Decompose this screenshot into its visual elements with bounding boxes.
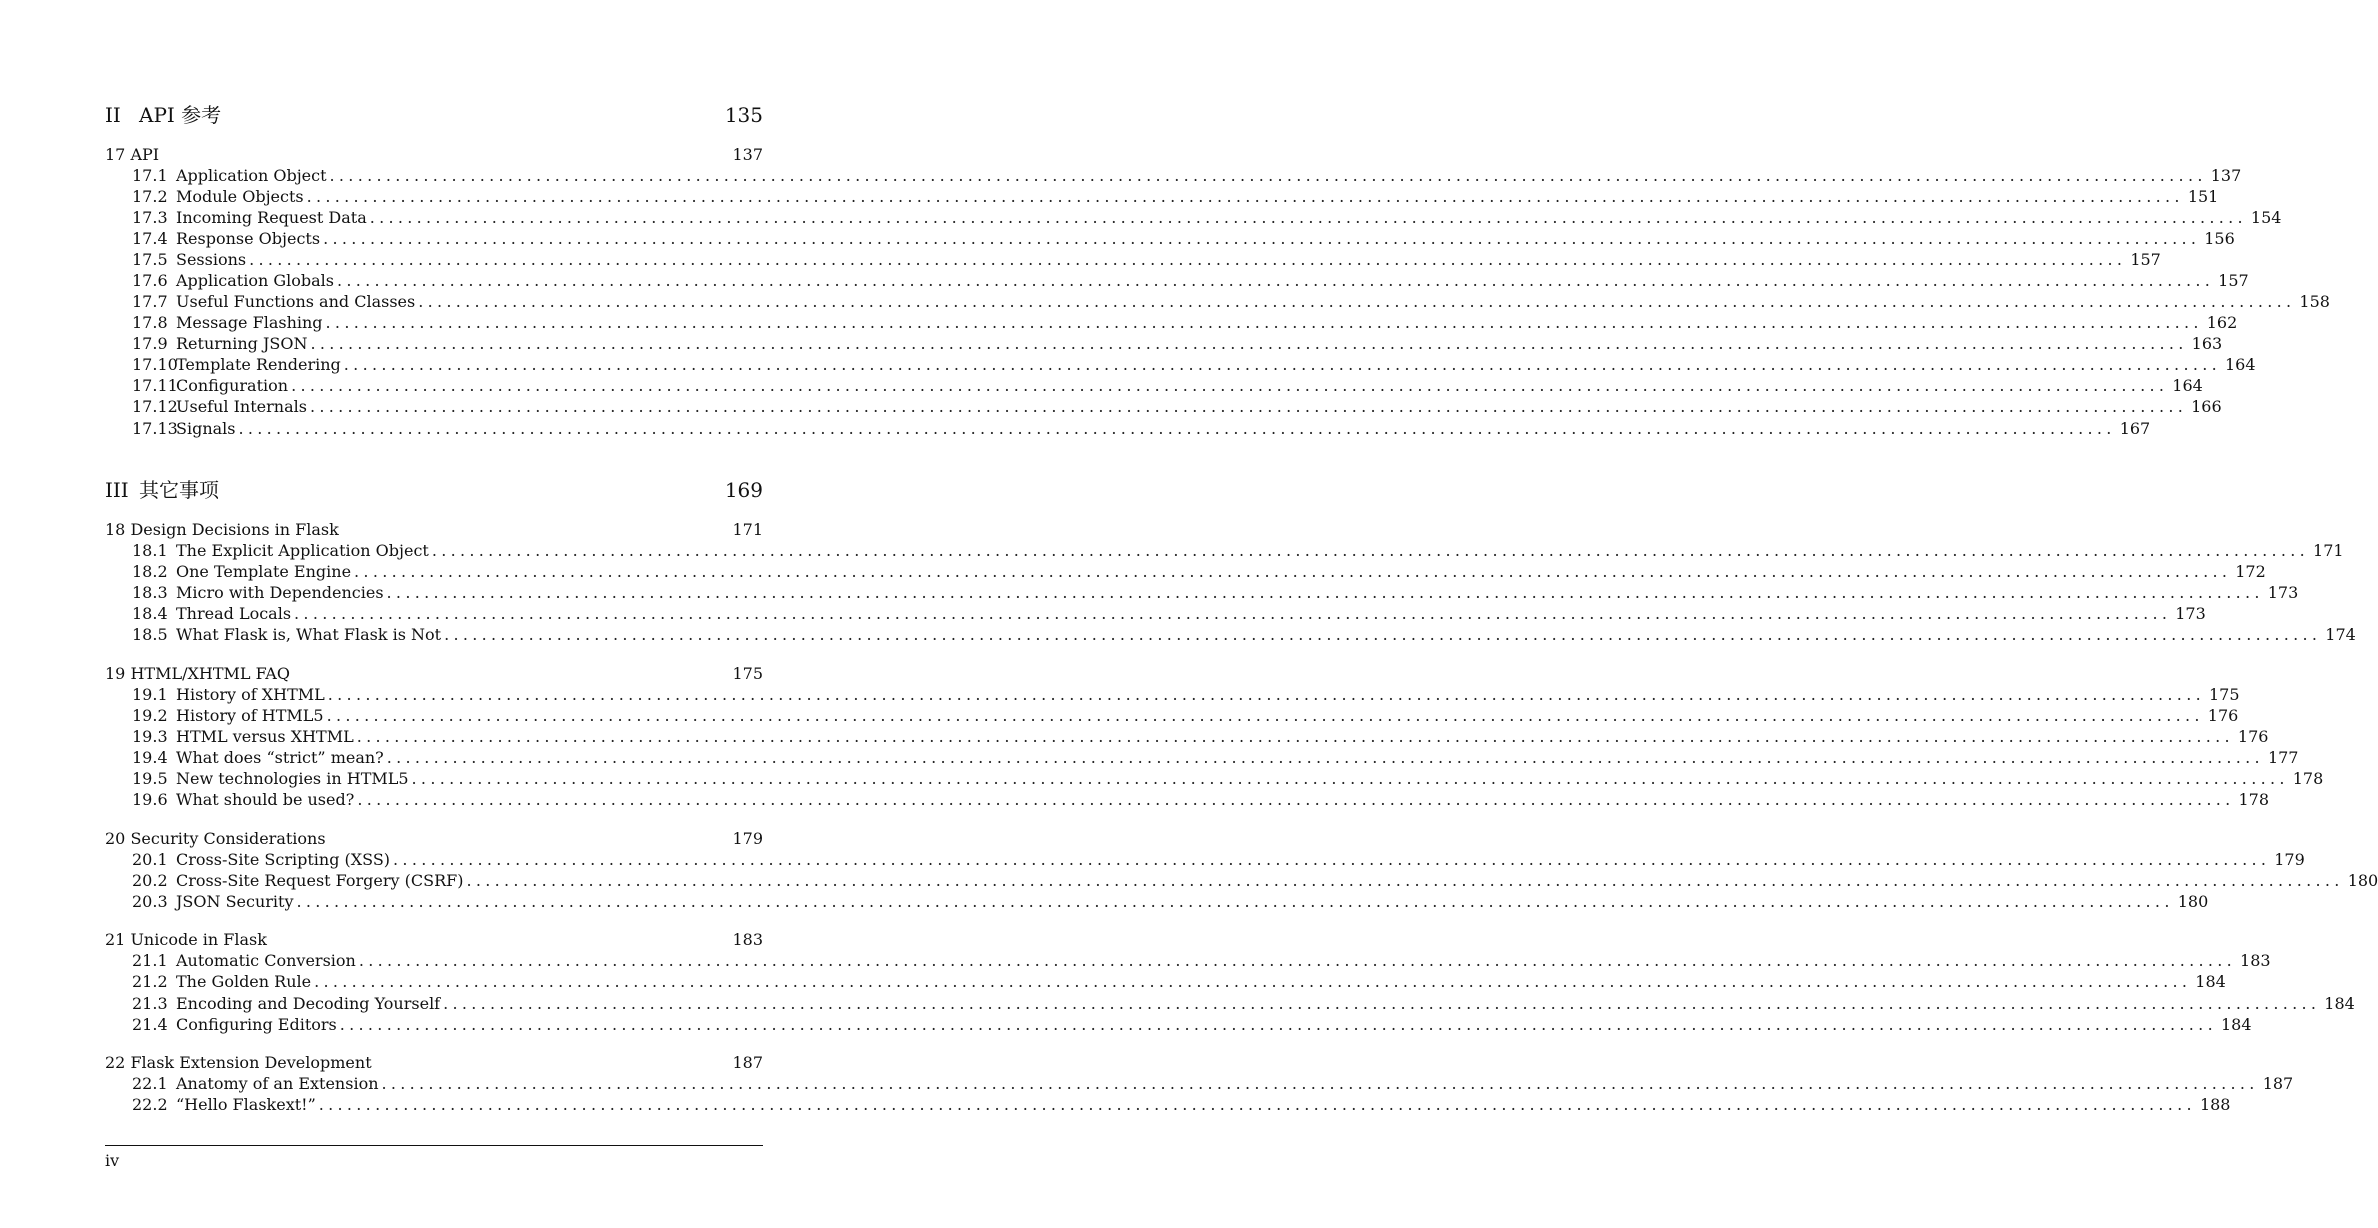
leader-dots: ........................................................................................................................................................................................................ bbox=[343, 355, 2221, 374]
chapter-title: 18 Design Decisions in Flask bbox=[105, 520, 339, 539]
section-page: 167 bbox=[2119, 419, 2151, 438]
section-number: 20.3 bbox=[132, 892, 168, 911]
section-page: 180 bbox=[2177, 892, 2209, 911]
section-number: 17.11 bbox=[132, 376, 178, 395]
toc-entry[interactable] bbox=[132, 1094, 2231, 1115]
leader-dots: ........................................................................................................................................................................................................ bbox=[358, 951, 2237, 970]
section-page: 173 bbox=[2267, 583, 2299, 602]
section-number: 17.8 bbox=[132, 313, 168, 332]
leader-dots: ........................................................................................................................................................................................................ bbox=[323, 229, 2201, 248]
section-page: 176 bbox=[2237, 727, 2269, 746]
section-number: 19.2 bbox=[132, 706, 168, 725]
part-number: II bbox=[105, 103, 121, 127]
section-page: 173 bbox=[2175, 604, 2206, 623]
section-title: Cross-Site Scripting (XSS) bbox=[176, 850, 391, 869]
part-title: 其它事项 bbox=[139, 478, 219, 502]
leader-dots: ........................................................................................................................................................................................................ bbox=[291, 376, 2169, 395]
toc-entry[interactable] bbox=[132, 603, 2206, 624]
leader-dots: ........................................................................................................................................................................................................ bbox=[306, 187, 2184, 206]
leader-dots: ........................................................................................................................................................................................................ bbox=[310, 334, 2188, 353]
section-page: 171 bbox=[2313, 541, 2344, 560]
toc-entry[interactable] bbox=[132, 270, 2249, 291]
section-page: 158 bbox=[2299, 292, 2330, 311]
section-title: HTML versus XHTML bbox=[176, 727, 354, 746]
section-title: New technologies in HTML5 bbox=[176, 769, 409, 788]
section-page: 157 bbox=[2218, 271, 2249, 290]
toc-entry[interactable] bbox=[132, 582, 2299, 603]
chapter-title: 22 Flask Extension Development bbox=[105, 1053, 372, 1072]
section-title: JSON Security bbox=[176, 892, 294, 911]
toc-entry[interactable] bbox=[132, 396, 2222, 417]
leader-dots: ........................................................................................................................................................................................................ bbox=[381, 1074, 2259, 1093]
section-title: One Template Engine bbox=[176, 562, 352, 581]
toc-entry[interactable] bbox=[132, 165, 2242, 186]
toc-entry[interactable] bbox=[132, 768, 2324, 789]
toc-entry[interactable] bbox=[132, 186, 2219, 207]
section-title: Application Globals bbox=[176, 271, 334, 290]
leader-dots: ........................................................................................................................................................................................................ bbox=[369, 208, 2247, 227]
section-title: What Flask is, What Flask is Not bbox=[176, 625, 442, 644]
toc-entry[interactable] bbox=[132, 418, 2151, 439]
toc-entry[interactable] bbox=[132, 1014, 2252, 1035]
section-number: 21.4 bbox=[132, 1015, 168, 1034]
section-number: 17.13 bbox=[132, 419, 178, 438]
section-number: 17.7 bbox=[132, 292, 168, 311]
leader-dots: ........................................................................................................................................................................................................ bbox=[431, 541, 2310, 560]
toc-part[interactable] bbox=[105, 100, 763, 130]
chapter-title: 19 HTML/XHTML FAQ bbox=[105, 664, 290, 683]
section-number: 21.1 bbox=[132, 951, 168, 970]
leader-dots: ........................................................................................................................................................................................................ bbox=[466, 871, 2344, 890]
toc-entry[interactable] bbox=[132, 705, 2239, 726]
toc-entry[interactable] bbox=[132, 561, 2266, 582]
leader-dots: ........................................................................................................................................................................................................ bbox=[339, 1015, 2217, 1034]
section-title: Configuration bbox=[176, 376, 289, 395]
leader-dots: ........................................................................................................................................................................................................ bbox=[309, 397, 2188, 416]
section-title: Template Rendering bbox=[176, 355, 341, 374]
leader-dots: ........................................................................................................................................................................................................ bbox=[326, 706, 2204, 725]
section-title: Message Flashing bbox=[176, 313, 323, 332]
leader-dots: ........................................................................................................................................................................................................ bbox=[444, 625, 2322, 644]
section-page: 174 bbox=[2325, 625, 2356, 644]
section-page: 151 bbox=[2187, 187, 2219, 206]
section-number: 18.1 bbox=[132, 541, 168, 560]
leader-dots: ........................................................................................................................................................................................................ bbox=[393, 850, 2271, 869]
section-number: 21.2 bbox=[132, 972, 168, 991]
section-title: Signals bbox=[176, 419, 236, 438]
leader-dots: ........................................................................................................................................................................................................ bbox=[443, 994, 2321, 1013]
toc-entry[interactable] bbox=[132, 291, 2330, 312]
toc-entry[interactable] bbox=[132, 971, 2226, 992]
leader-dots: ........................................................................................................................................................................................................ bbox=[314, 972, 2192, 991]
section-title: What should be used? bbox=[176, 790, 355, 809]
section-page: 188 bbox=[2199, 1095, 2231, 1114]
section-number: 17.4 bbox=[132, 229, 168, 248]
leader-dots: ........................................................................................................................................................................................................ bbox=[356, 727, 2234, 746]
section-number: 19.1 bbox=[132, 685, 168, 704]
leader-dots: ........................................................................................................................................................................................................ bbox=[318, 1095, 2196, 1114]
section-number: 17.1 bbox=[132, 166, 168, 185]
leader-dots: ........................................................................................................................................................................................................ bbox=[325, 313, 2203, 332]
leader-dots: ........................................................................................................................................................................................................ bbox=[411, 769, 2289, 788]
part-number: III bbox=[105, 478, 129, 502]
part-title: API 参考 bbox=[139, 103, 222, 127]
section-title: History of HTML5 bbox=[176, 706, 324, 725]
toc-entry[interactable] bbox=[132, 726, 2269, 747]
leader-dots: ........................................................................................................................................................................................................ bbox=[418, 292, 2296, 311]
toc-entry[interactable] bbox=[132, 993, 2355, 1014]
section-page: 172 bbox=[2235, 562, 2266, 581]
section-number: 18.3 bbox=[132, 583, 168, 602]
toc-entry[interactable] bbox=[132, 870, 2378, 891]
section-title: What does “strict” mean? bbox=[176, 748, 384, 767]
section-title: The Explicit Application Object bbox=[176, 541, 429, 560]
section-page: 178 bbox=[2238, 790, 2270, 809]
toc-entry[interactable] bbox=[132, 624, 2356, 645]
section-title: Configuring Editors bbox=[176, 1015, 337, 1034]
section-page: 184 bbox=[2195, 972, 2226, 991]
footer-page-label: iv bbox=[105, 1151, 120, 1170]
toc-chapter[interactable] bbox=[105, 144, 763, 165]
section-title: Thread Locals bbox=[176, 604, 292, 623]
section-page: 187 bbox=[2262, 1074, 2294, 1093]
leader-dots: ........................................................................................................................................................................................................ bbox=[249, 250, 2127, 269]
section-title: Encoding and Decoding Yourself bbox=[176, 994, 441, 1013]
section-title: Cross-Site Request Forgery (CSRF) bbox=[176, 871, 464, 890]
toc-part[interactable] bbox=[105, 475, 763, 505]
section-page: 162 bbox=[2206, 313, 2238, 332]
section-title: History of XHTML bbox=[176, 685, 325, 704]
leader-dots: ........................................................................................................................................................................................................ bbox=[296, 892, 2174, 911]
section-page: 157 bbox=[2130, 250, 2161, 269]
section-number: 19.4 bbox=[132, 748, 168, 767]
toc-entry[interactable] bbox=[132, 891, 2209, 912]
section-number: 17.10 bbox=[132, 355, 178, 374]
toc-chapter[interactable] bbox=[105, 929, 763, 950]
section-number: 18.2 bbox=[132, 562, 168, 581]
section-title: “Hello Flaskext!” bbox=[176, 1095, 316, 1114]
section-number: 17.9 bbox=[132, 334, 168, 353]
section-number: 20.1 bbox=[132, 850, 168, 869]
section-number: 22.2 bbox=[132, 1095, 168, 1114]
section-number: 17.12 bbox=[132, 397, 178, 416]
section-number: 19.6 bbox=[132, 790, 168, 809]
section-page: 166 bbox=[2191, 397, 2222, 416]
toc-entry[interactable] bbox=[132, 312, 2238, 333]
section-page: 178 bbox=[2292, 769, 2324, 788]
section-page: 180 bbox=[2347, 871, 2378, 890]
toc-entry[interactable] bbox=[132, 849, 2305, 870]
chapter-title: 21 Unicode in Flask bbox=[105, 930, 267, 949]
section-title: Incoming Request Data bbox=[176, 208, 367, 227]
section-page: 164 bbox=[2172, 376, 2203, 395]
leader-dots: ........................................................................................................................................................................................................ bbox=[329, 166, 2207, 185]
toc-entry[interactable] bbox=[132, 789, 2270, 810]
section-title: Returning JSON bbox=[176, 334, 308, 353]
toc-chapter[interactable] bbox=[105, 663, 763, 684]
section-title: Anatomy of an Extension bbox=[176, 1074, 379, 1093]
section-number: 18.4 bbox=[132, 604, 168, 623]
chapter-page: 137 bbox=[732, 145, 763, 164]
section-number: 19.5 bbox=[132, 769, 168, 788]
leader-dots: ........................................................................................................................................................................................................ bbox=[238, 419, 2116, 438]
chapter-page: 175 bbox=[732, 664, 763, 683]
chapter-page: 179 bbox=[732, 829, 763, 848]
toc-entry[interactable] bbox=[132, 375, 2203, 396]
section-number: 19.3 bbox=[132, 727, 168, 746]
section-number: 17.3 bbox=[132, 208, 168, 227]
section-page: 179 bbox=[2274, 850, 2305, 869]
section-number: 18.5 bbox=[132, 625, 168, 644]
toc-chapter[interactable] bbox=[105, 828, 763, 849]
toc-entry[interactable] bbox=[132, 1073, 2294, 1094]
leader-dots: ........................................................................................................................................................................................................ bbox=[336, 271, 2215, 290]
section-number: 17.2 bbox=[132, 187, 168, 206]
toc-entry[interactable] bbox=[132, 950, 2271, 971]
chapter-page: 183 bbox=[732, 930, 763, 949]
leader-dots: ........................................................................................................................................................................................................ bbox=[354, 562, 2232, 581]
section-number: 17.5 bbox=[132, 250, 168, 269]
toc-entry[interactable] bbox=[132, 249, 2161, 270]
section-title: Useful Internals bbox=[176, 397, 307, 416]
section-title: Micro with Dependencies bbox=[176, 583, 384, 602]
section-title: Module Objects bbox=[176, 187, 304, 206]
leader-dots: ........................................................................................................................................................................................................ bbox=[386, 748, 2264, 767]
chapter-page: 171 bbox=[732, 520, 763, 539]
section-title: Application Object bbox=[176, 166, 327, 185]
section-page: 176 bbox=[2207, 706, 2239, 725]
toc-chapter[interactable] bbox=[105, 1052, 763, 1073]
section-number: 21.3 bbox=[132, 994, 168, 1013]
section-page: 184 bbox=[2220, 1015, 2252, 1034]
part-page: 135 bbox=[724, 103, 763, 127]
toc-entry[interactable] bbox=[132, 354, 2256, 375]
footer-rule bbox=[105, 1145, 763, 1146]
chapter-title: 20 Security Considerations bbox=[105, 829, 326, 848]
section-page: 164 bbox=[2224, 355, 2256, 374]
chapter-page: 187 bbox=[732, 1053, 763, 1072]
section-page: 175 bbox=[2208, 685, 2240, 704]
part-page: 169 bbox=[724, 478, 763, 502]
leader-dots: ........................................................................................................................................................................................................ bbox=[327, 685, 2205, 704]
section-title: Response Objects bbox=[176, 229, 321, 248]
toc-entry[interactable] bbox=[132, 540, 2344, 561]
section-page: 156 bbox=[2204, 229, 2235, 248]
toc-entry[interactable] bbox=[132, 333, 2223, 354]
section-number: 17.6 bbox=[132, 271, 168, 290]
section-page: 184 bbox=[2324, 994, 2355, 1013]
leader-dots: ........................................................................................................................................................................................................ bbox=[294, 604, 2172, 623]
section-number: 20.2 bbox=[132, 871, 168, 890]
toc-chapter[interactable] bbox=[105, 519, 763, 540]
section-page: 154 bbox=[2250, 208, 2282, 227]
section-page: 137 bbox=[2210, 166, 2242, 185]
leader-dots: ........................................................................................................................................................................................................ bbox=[386, 583, 2264, 602]
section-title: The Golden Rule bbox=[176, 972, 312, 991]
section-page: 177 bbox=[2267, 748, 2299, 767]
section-title: Sessions bbox=[176, 250, 247, 269]
section-page: 183 bbox=[2240, 951, 2271, 970]
chapter-title: 17 API bbox=[105, 145, 160, 164]
leader-dots: ........................................................................................................................................................................................................ bbox=[357, 790, 2235, 809]
section-title: Useful Functions and Classes bbox=[176, 292, 416, 311]
toc-entry[interactable] bbox=[132, 747, 2299, 768]
toc-entry[interactable] bbox=[132, 207, 2282, 228]
toc-entry[interactable] bbox=[132, 684, 2240, 705]
section-title: Automatic Conversion bbox=[176, 951, 356, 970]
toc-entry[interactable] bbox=[132, 228, 2235, 249]
section-page: 163 bbox=[2191, 334, 2223, 353]
section-number: 22.1 bbox=[132, 1074, 168, 1093]
